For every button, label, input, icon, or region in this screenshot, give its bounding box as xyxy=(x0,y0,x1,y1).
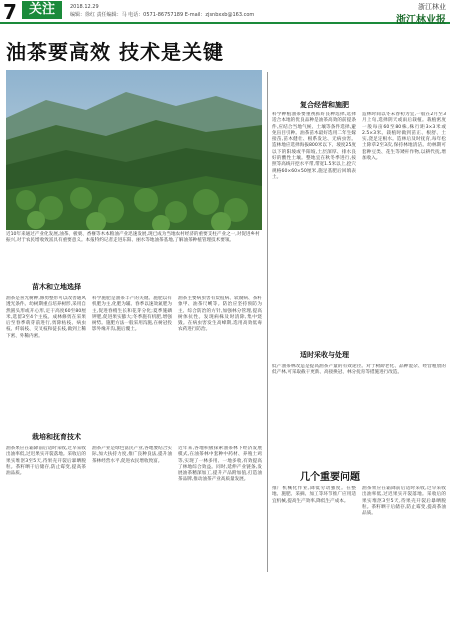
subhead-seedling-site: 苗木和立地选择 xyxy=(32,283,81,291)
issue-date: 2018.12.29 xyxy=(70,4,99,10)
article-column-11: 油茶果应在霜降前后适时采收,过早采收出油率低,过迟果实开裂落地。采收后的果实堆沤3至5天,待果壳开裂后暴晒脱粒。茶籽晒干后储存,防止霉变,提高茶油品质。 xyxy=(362,486,446,517)
editor-contact: 编辑：徐红 责任编辑：马 电话：0571-86757189 E-mail：zjsnbxxb@163.com xyxy=(70,12,255,18)
article-column-7: 油茶产业是绿色富民产业,各地要结合实际,加大扶持力度,推广良种良法,提升油茶林经营水平,促进农民增收致富。 xyxy=(92,446,172,464)
page-number: 7 xyxy=(3,0,17,24)
paper-region: 浙江林业 xyxy=(418,3,446,11)
landscape-image xyxy=(6,70,262,230)
page-headline: 油茶要高效 技术是关键 xyxy=(6,40,224,64)
article-column-5: 油茶主要病虫害有炭疽病、软腐病、茶籽象甲、油茶尺蠖等。防治应坚持预防为主、综合防治的方针,加强林分管理,提高树体抗性。发现病株及时清除,集中烧毁。在病虫害发生高峰期,选用高效低毒农药进行防治。 xyxy=(178,296,262,333)
article-column-6: 油茶果应在霜降前后适时采收,过早采收出油率低,过迟果实开裂落地。采收后的果实堆沤3至5天,待果壳开裂后暴晒脱粒。茶籽晒干后储存,防止霉变,提高茶油品质。 xyxy=(6,446,86,477)
subhead-cultivation: 栽培和抚育技术 xyxy=(32,433,81,441)
article-column-2: 造林时间以冬末春初为宜,一般在2月至3月上旬,选择阴天或雨后栽植。栽植密度一般每亩60至80株,株行距3×3米或2.5×3米。栽植时做到苗正、根舒、土实,浇足定根水。造林后及时抚育,每年松土除草2至3次,保持林地清洁。幼林期可套种豆类、花生等矮秆作物,以耕代抚,增加收入。 xyxy=(362,112,446,162)
subhead-compound-management: 复合经营和施肥 xyxy=(300,101,349,109)
paper-name: 浙江林业报 xyxy=(396,15,446,26)
article-column-10: 推广机械化作业,降低劳动强度。在整地、施肥、采摘、加工等环节推广应用适宜机械,提高生产效率,降低生产成本。 xyxy=(272,486,356,504)
article-column-4: 科学施肥是油茶丰产的关键。施肥以有机肥为主,化肥为辅。春季以速效氮肥为主,促进春梢生长和花芽分化;夏季施磷钾肥,促进果实膨大;冬季施有机肥,增强树势。施肥方法一般采用沟施,在树冠投影外缘开沟,施后覆土。 xyxy=(92,296,172,333)
hillside-forest-photo xyxy=(6,70,262,230)
section-badge: 关注 xyxy=(22,1,62,19)
article-column-8: 近年来,各地积极探索油茶林下经济发展模式,在油茶林中套种中药材、养殖土鸡等,实现了一林多用、一地多收,有效提高了林地综合效益。同时,延伸产业链条,发展油茶精深加工,提升产品附加值,打造油茶品牌,推动油茶产业高质量发展。 xyxy=(178,446,262,483)
column-divider xyxy=(267,72,268,572)
subhead-harvest: 适时采收与处理 xyxy=(300,351,349,359)
photo-caption: 近10年来通过产业化发展,油茶、板栗、香榧等木本粮油产业迅速发展,现已成为当地农村经济的重要支柱产业之一,对促进乡村振兴,对于农民增收致富具有重要意义。本报特约记者走进东阳、丽水等地油茶基地,了解油茶种植管理技术要领。 xyxy=(6,232,260,244)
page-header xyxy=(0,0,450,24)
article-column-3: 油茶是喜光树种,修剪整形可以改善通风透光条件。幼树期重点培养树形,采用自然圆头形或开心形,定干高度60至80厘米,选留3至4个主枝。成林修剪在采果后至春季萌芽前进行,剪除枯枝、病虫枝、纤弱枝、交叉枝和徒长枝,做到上稀下密、外稀内密。 xyxy=(6,296,86,339)
article-column-9: 低产油茶林改造是提高油茶产量的有效途径。对于树龄老化、品种混杂、经营粗放的低产林,可采取截干更新、高接换冠、林分抚育等措施进行改造。 xyxy=(272,364,446,376)
subhead-key-issues: 几个重要问题 xyxy=(300,472,360,483)
article-column-1: 科学种植油茶要重视抓好良种选择,选择适合本地的优良品种是油茶高效的前提条件,应结合当地气候、土壤等条件选择,避免盲目引种。油茶苗木最好选用二年生嫁接苗,苗木健壮、根系发达、无病虫害。造林地应选择海拔800米以下、坡度25度以下的阳坡或半阳坡,土层深厚、排水良好的酸性土壤。整地宜在秋冬季进行,按照等高线开挖水平带,带宽1.5米以上,挖穴规格60×60×50厘米,施足基肥后回填表土。 xyxy=(272,112,356,180)
